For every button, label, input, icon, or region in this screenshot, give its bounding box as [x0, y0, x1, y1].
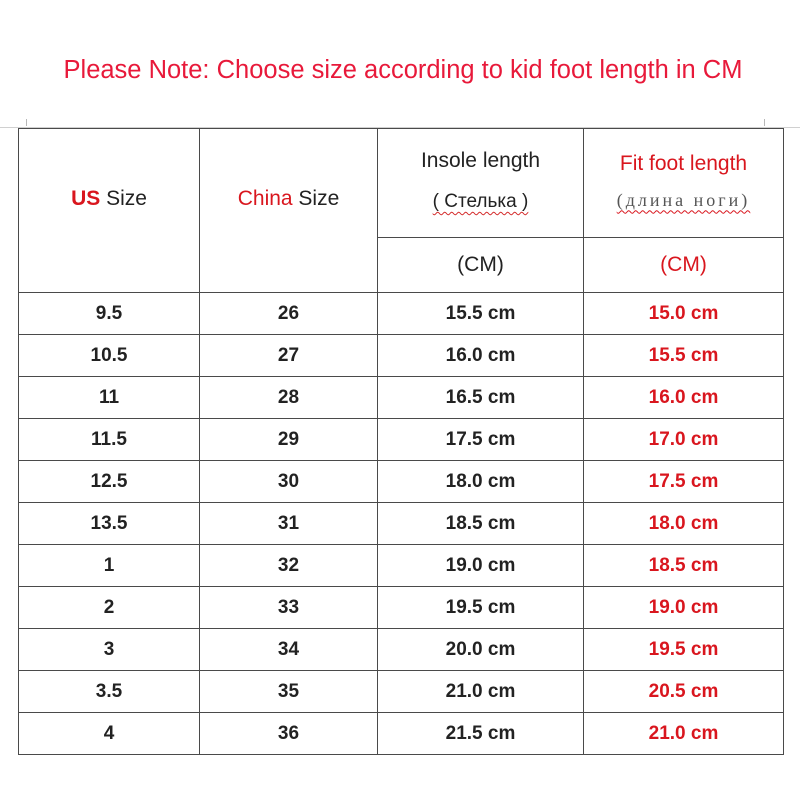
insole-length-cell: 21.5 cm [378, 713, 584, 755]
ruler-tick-left [26, 119, 27, 126]
fit-foot-length-cell: 16.0 cm [584, 377, 784, 419]
header-insole-title: Insole length [420, 149, 541, 172]
table-row [19, 503, 784, 545]
fit-foot-length-cell: 15.5 cm [584, 335, 784, 377]
fit-foot-length-cell: 19.5 cm [584, 629, 784, 671]
insole-length-cell: 19.0 cm [378, 545, 584, 587]
header-insole-length [378, 129, 584, 238]
header-us-size-word: Size [100, 186, 147, 210]
table-row [19, 335, 784, 377]
fit-foot-length-cell: 18.5 cm [584, 545, 784, 587]
us-size-cell: 3.5 [19, 671, 200, 713]
header-row [19, 129, 784, 238]
fit-foot-length-cell: 20.5 cm [584, 671, 784, 713]
header-fit-foot-length [584, 129, 784, 238]
us-size-cell: 2 [19, 587, 200, 629]
china-size-cell: 27 [200, 335, 378, 377]
table-row [19, 587, 784, 629]
header-insole-subtitle: ( Стелька ) [432, 191, 529, 212]
china-size-cell: 35 [200, 671, 378, 713]
header-insole-unit: (CM) [378, 238, 584, 293]
us-size-cell: 9.5 [19, 293, 200, 335]
china-size-cell: 30 [200, 461, 378, 503]
header-fit-title: Fit foot length [619, 151, 748, 175]
header-us-label: US [71, 186, 101, 210]
fit-foot-length-cell: 19.0 cm [584, 587, 784, 629]
fit-foot-length-cell: 17.0 cm [584, 419, 784, 461]
china-size-cell: 32 [200, 545, 378, 587]
insole-length-cell: 18.0 cm [378, 461, 584, 503]
insole-length-cell: 20.0 cm [378, 629, 584, 671]
china-size-cell: 28 [200, 377, 378, 419]
table-row [19, 461, 784, 503]
us-size-cell: 13.5 [19, 503, 200, 545]
fit-foot-length-cell: 18.0 cm [584, 503, 784, 545]
insole-length-cell: 18.5 cm [378, 503, 584, 545]
fit-foot-length-cell: 17.5 cm [584, 461, 784, 503]
china-size-cell: 36 [200, 713, 378, 755]
us-size-cell: 4 [19, 713, 200, 755]
size-chart-table [18, 128, 784, 755]
header-china-size [200, 129, 378, 293]
china-size-cell: 33 [200, 587, 378, 629]
fit-foot-length-cell: 15.0 cm [584, 293, 784, 335]
us-size-cell: 3 [19, 629, 200, 671]
us-size-cell: 10.5 [19, 335, 200, 377]
insole-length-cell: 16.0 cm [378, 335, 584, 377]
header-fit-subtitle: (длина ноги) [616, 189, 751, 210]
us-size-cell: 1 [19, 545, 200, 587]
header-us-size [19, 129, 200, 293]
china-size-cell: 29 [200, 419, 378, 461]
header-china-label: China [237, 186, 293, 210]
us-size-cell: 11 [19, 377, 200, 419]
table-row [19, 713, 784, 755]
china-size-cell: 26 [200, 293, 378, 335]
size-note: Please Note: Choose size according to kid foot length in CM [63, 56, 743, 84]
us-size-cell: 11.5 [19, 419, 200, 461]
table-row [19, 419, 784, 461]
table-row [19, 545, 784, 587]
insole-length-cell: 17.5 cm [378, 419, 584, 461]
table-row [19, 629, 784, 671]
insole-length-cell: 21.0 cm [378, 671, 584, 713]
header-fit-unit: (CM) [584, 238, 784, 293]
table-row [19, 671, 784, 713]
fit-foot-length-cell: 21.0 cm [584, 713, 784, 755]
china-size-cell: 34 [200, 629, 378, 671]
us-size-cell: 12.5 [19, 461, 200, 503]
china-size-cell: 31 [200, 503, 378, 545]
table-row [19, 293, 784, 335]
insole-length-cell: 16.5 cm [378, 377, 584, 419]
insole-length-cell: 19.5 cm [378, 587, 584, 629]
ruler-tick-right [764, 119, 765, 126]
insole-length-cell: 15.5 cm [378, 293, 584, 335]
table-row [19, 377, 784, 419]
header-china-size-word: Size [292, 186, 340, 210]
